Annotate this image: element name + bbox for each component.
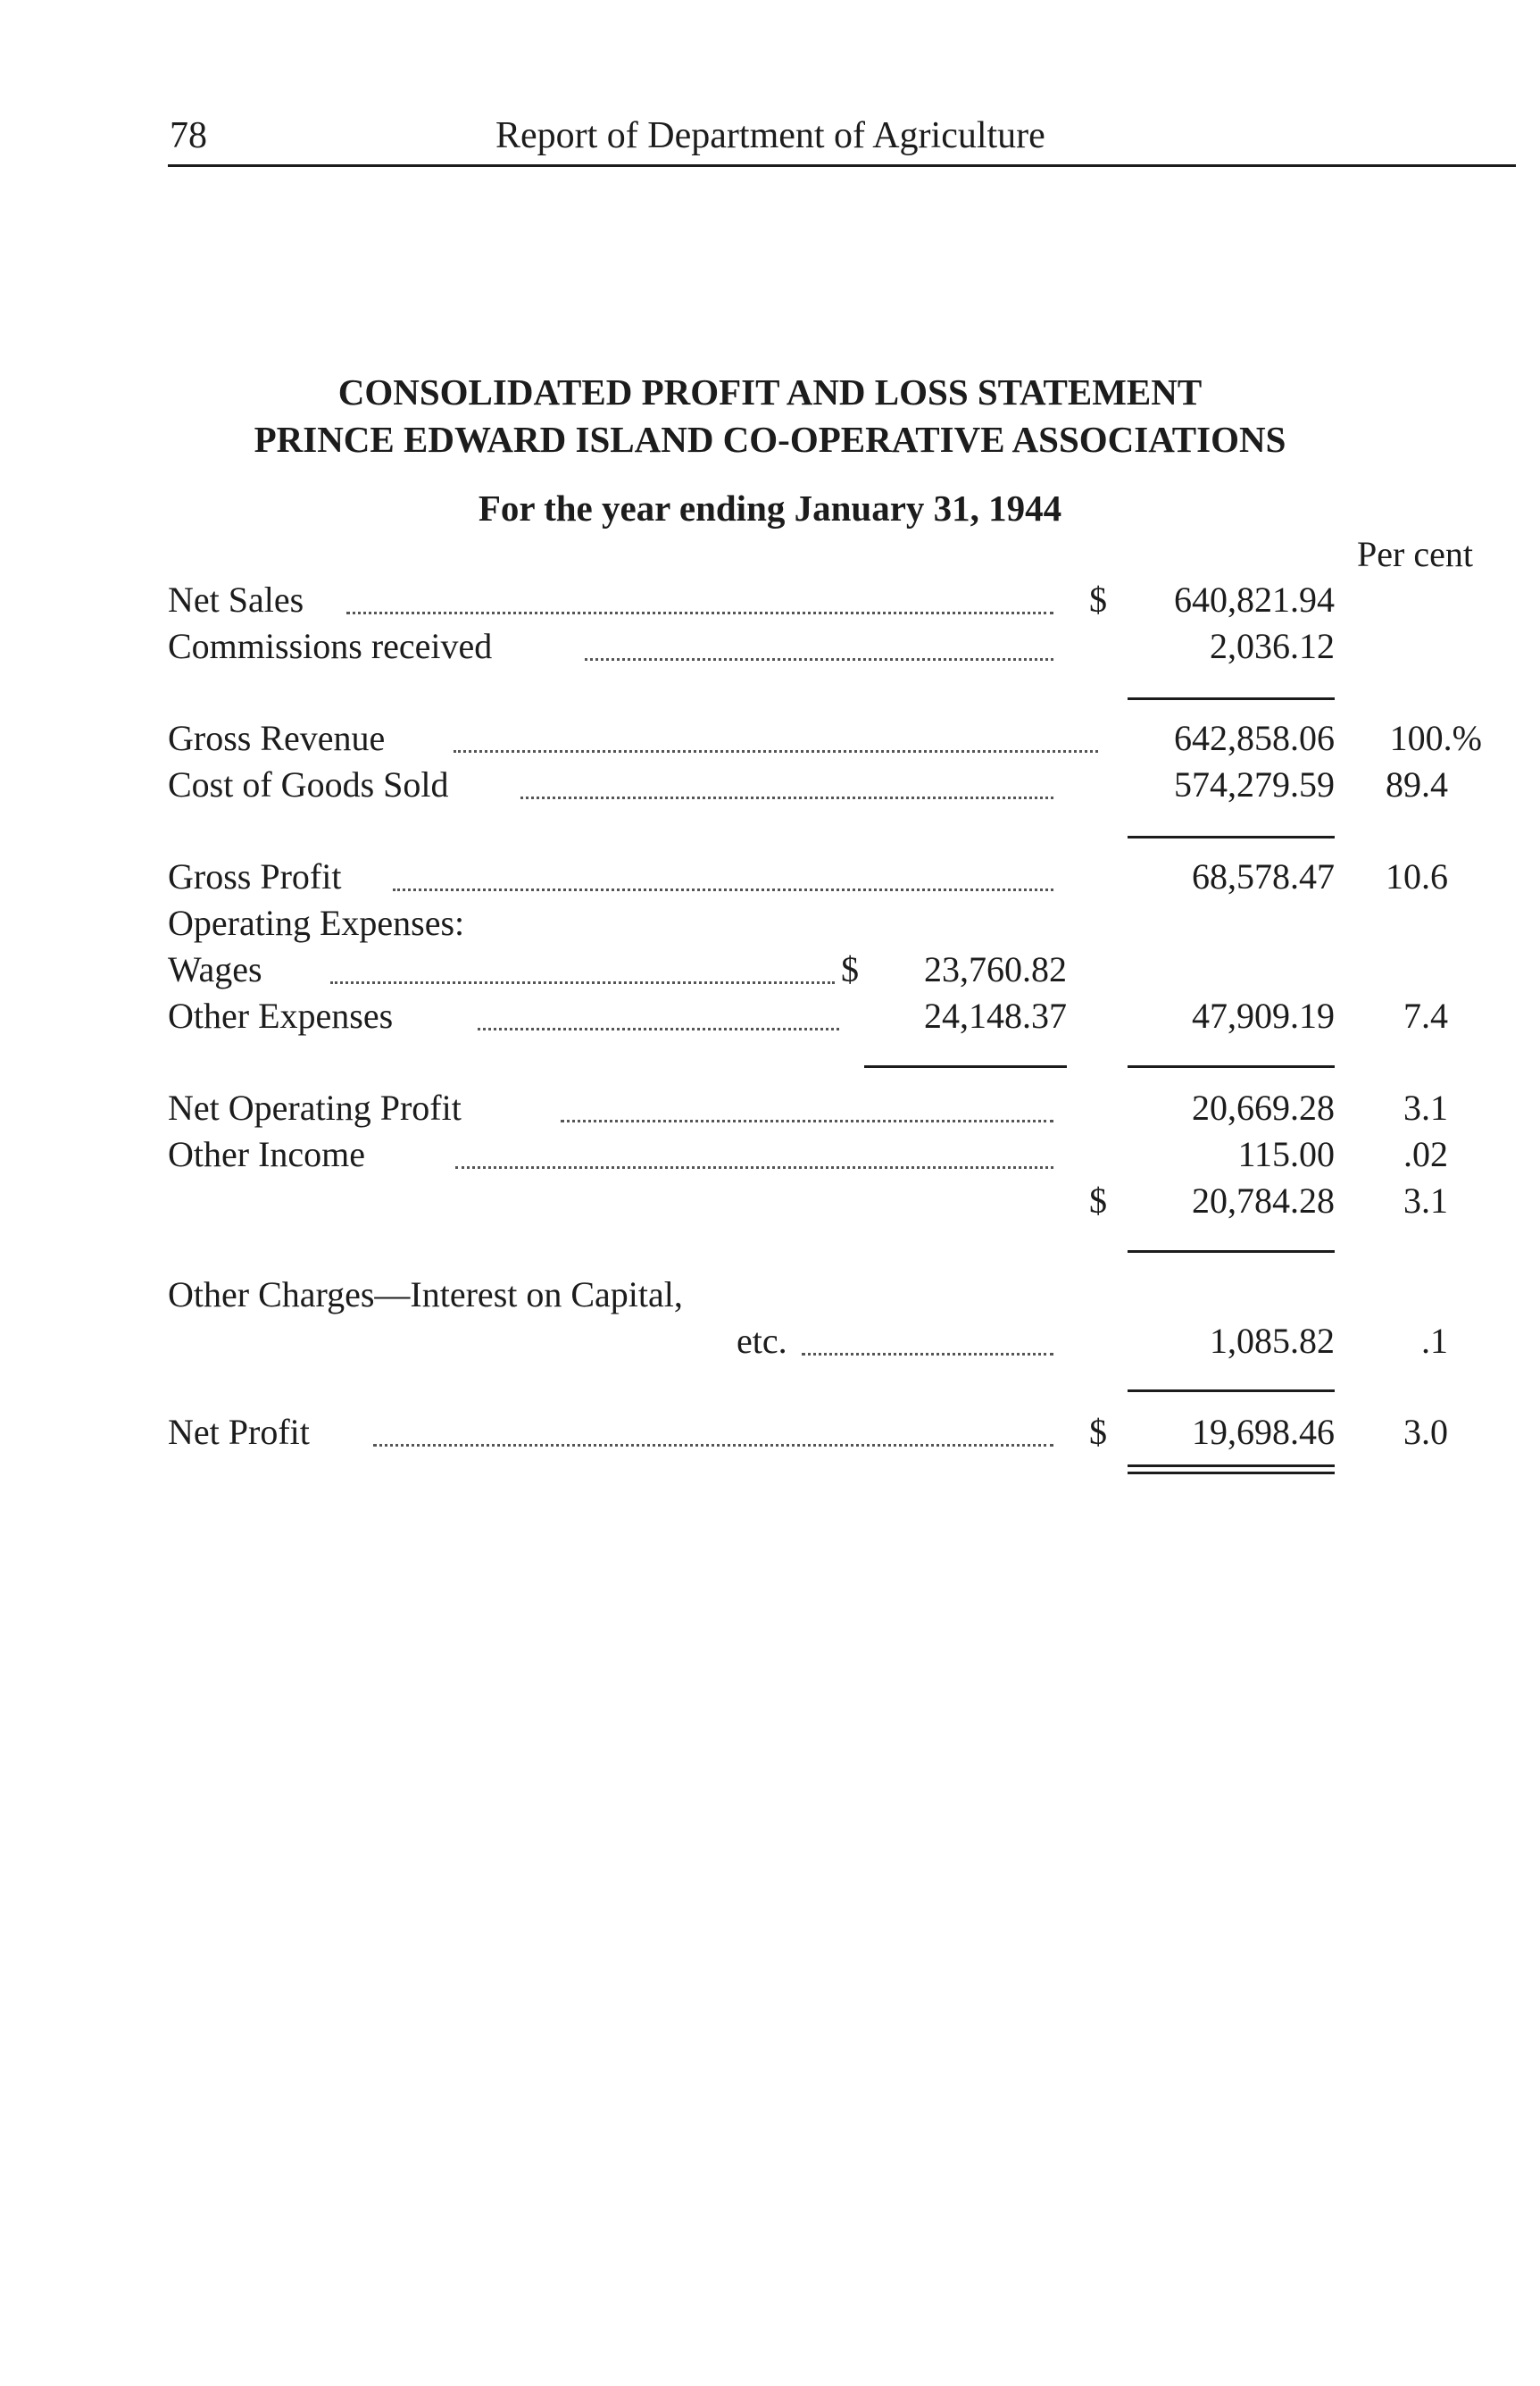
net-profit-percent: 3.0 (1403, 1412, 1448, 1452)
leader-dots (373, 1444, 1053, 1447)
currency-sign: $ (1089, 580, 1107, 620)
leader-dots (478, 1028, 839, 1030)
leader-dots (561, 1120, 1053, 1122)
leader-dots (520, 797, 1053, 799)
total-double-rule (1128, 1464, 1335, 1467)
percent-column-header: Per cent (1357, 534, 1473, 574)
other-charges-label-continued: etc. (737, 1321, 787, 1361)
net-sales-amount: 640,821.94 (1174, 580, 1335, 620)
net-sales-label: Net Sales (168, 580, 304, 620)
leader-dots (330, 981, 835, 984)
page-number: 78 (170, 115, 207, 156)
cost-of-goods-percent: 89.4 (1386, 764, 1448, 805)
other-expenses-sub-amount: 24,148.37 (924, 996, 1067, 1036)
other-income-label: Other Income (168, 1134, 366, 1174)
leader-dots (455, 1166, 1053, 1169)
other-expenses-amount: 47,909.19 (1192, 996, 1335, 1036)
statement-title-line2: PRINCE EDWARD ISLAND CO-OPERATIVE ASSOCIATIONS (254, 419, 1286, 460)
gross-revenue-amount: 642,858.06 (1174, 718, 1335, 758)
commissions-label: Commissions received (168, 626, 493, 666)
net-operating-profit-label: Net Operating Profit (168, 1088, 462, 1128)
commissions-amount: 2,036.12 (1210, 626, 1335, 666)
gross-revenue-percent: 100.% (1389, 718, 1482, 758)
wages-label: Wages (168, 949, 262, 989)
net-profit-label: Net Profit (168, 1412, 310, 1452)
other-expenses-percent: 7.4 (1403, 996, 1448, 1036)
subtotal-rule (1128, 836, 1335, 838)
other-income-amount: 115.00 (1237, 1134, 1335, 1174)
currency-sign: $ (1089, 1412, 1107, 1452)
cost-of-goods-amount: 574,279.59 (1174, 764, 1335, 805)
currency-sign: $ (1089, 1180, 1107, 1221)
subtotal-rule (864, 1065, 1067, 1068)
subtotal-rule (1128, 1389, 1335, 1392)
subtotal-rule (1128, 697, 1335, 700)
net-profit-amount: 19,698.46 (1192, 1412, 1335, 1452)
leader-dots (346, 612, 1053, 614)
leader-dots (393, 888, 1053, 891)
other-charges-percent: .1 (1421, 1321, 1448, 1361)
leader-dots (454, 750, 1098, 753)
cost-of-goods-label: Cost of Goods Sold (168, 764, 449, 805)
currency-sign: $ (841, 949, 859, 989)
running-title: Report of Department of Agriculture (495, 115, 1045, 156)
statement-period: For the year ending January 31, 1944 (478, 488, 1062, 529)
other-income-percent: .02 (1403, 1134, 1448, 1174)
header-rule (168, 164, 1516, 167)
leader-dots (802, 1353, 1053, 1356)
total-double-rule (1128, 1472, 1335, 1474)
net-operating-profit-percent: 3.1 (1403, 1088, 1448, 1128)
subtotal-rule (1128, 1250, 1335, 1253)
subtotal-rule (1128, 1065, 1335, 1068)
gross-profit-percent: 10.6 (1386, 856, 1448, 897)
statement-title-line1: CONSOLIDATED PROFIT AND LOSS STATEMENT (337, 371, 1203, 413)
other-expenses-label: Other Expenses (168, 996, 394, 1036)
subtotal-amount: 20,784.28 (1192, 1180, 1335, 1221)
gross-profit-label: Gross Profit (168, 856, 342, 897)
leader-dots (585, 658, 1053, 661)
operating-expenses-label: Operating Expenses: (168, 903, 465, 943)
net-operating-profit-amount: 20,669.28 (1192, 1088, 1335, 1128)
gross-revenue-label: Gross Revenue (168, 718, 386, 758)
gross-profit-amount: 68,578.47 (1192, 856, 1335, 897)
other-charges-amount: 1,085.82 (1210, 1321, 1335, 1361)
subtotal-percent: 3.1 (1403, 1180, 1448, 1221)
wages-amount: 23,760.82 (924, 949, 1067, 989)
other-charges-label: Other Charges—Interest on Capital, (168, 1274, 683, 1314)
